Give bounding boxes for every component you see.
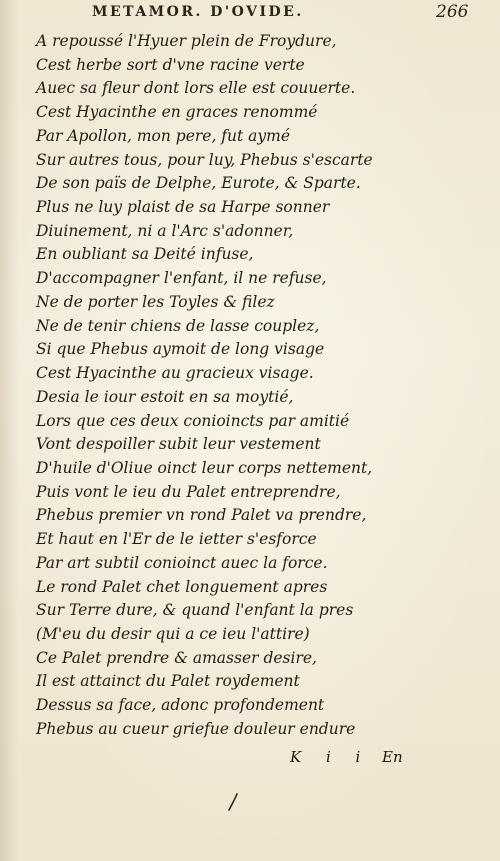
verse-line: D'huile d'Oliue oinct leur corps nettement, xyxy=(36,458,373,477)
verse-line: D'accompagner l'enfant, il ne refuse, xyxy=(36,269,327,288)
verse-line: A repoussé l'Hyuer plein de Froydure, xyxy=(36,32,337,50)
page-footer xyxy=(290,748,450,772)
verse-line: Cest Hyacinthe en graces renommé xyxy=(36,103,318,122)
verse-line: Cest herbe sort d'vne racine verte xyxy=(36,55,305,74)
verse-line: Cest Hyacinthe au gracieux visage. xyxy=(36,364,314,383)
verse-line: Il est attainct du Palet roydement xyxy=(36,672,300,691)
verse-line: (M'eu du desir qui a ce ieu l'attire) xyxy=(36,624,310,643)
verse-line: Si que Phebus aymoit de long visage xyxy=(36,340,325,359)
verse-line: Sur autres tous, pour luy, Phebus s'escarte xyxy=(36,150,373,169)
verse-line: Phebus premier vn rond Palet va prendre, xyxy=(36,506,367,525)
gutter-shadow xyxy=(0,0,18,861)
verse-list xyxy=(36,30,476,742)
signature-mark: K i i xyxy=(290,748,371,766)
verse-line: Phebus au cueur griefue douleur endure xyxy=(36,719,356,738)
verse-line: Diuinement, ni a l'Arc s'adonner, xyxy=(36,221,294,240)
verse-line: De son païs de Delphe, Eurote, & Sparte. xyxy=(36,174,361,193)
verse-line: Ne de tenir chiens de lasse couplez, xyxy=(36,316,320,335)
verse-line: Par art subtil conioinct auec la force. xyxy=(36,553,328,572)
verse-line: Desia le iour estoit en sa moytié, xyxy=(36,387,294,406)
folio-number: 266 xyxy=(436,2,469,22)
verse-line: Ce Palet prendre & amasser desire, xyxy=(36,648,317,667)
verse-line: Le rond Palet chet longuement apres xyxy=(36,577,328,596)
verse-line: Et haut en l'Er de le ietter s'esforce xyxy=(36,530,317,549)
verse-line: Lors que ces deux conioincts par amitié xyxy=(36,411,350,430)
verse-line: Sur Terre dure, & quand l'enfant la pres xyxy=(36,601,354,620)
verse-line: Par Apollon, mon pere, fut aymé xyxy=(36,126,291,145)
verse-line: En oubliant sa Deité infuse, xyxy=(36,245,254,264)
running-head: METAMOR. D'OVIDE. xyxy=(92,4,304,20)
verse-line: Vont despoiller subit leur vestement xyxy=(36,435,321,454)
verse-line: Dessus sa face, adonc profondement xyxy=(36,696,325,715)
verse-line: Ne de porter les Toyles & filez xyxy=(36,292,275,311)
verse-line: Plus ne luy plaist de sa Harpe sonner xyxy=(36,198,330,217)
verse-line: Puis vont le ieu du Palet entreprendre, xyxy=(36,482,341,501)
ink-mark-icon xyxy=(226,792,240,812)
verse-line: Auec sa fleur dont lors elle est couuerte. xyxy=(36,79,356,98)
catchword: En xyxy=(382,748,403,766)
